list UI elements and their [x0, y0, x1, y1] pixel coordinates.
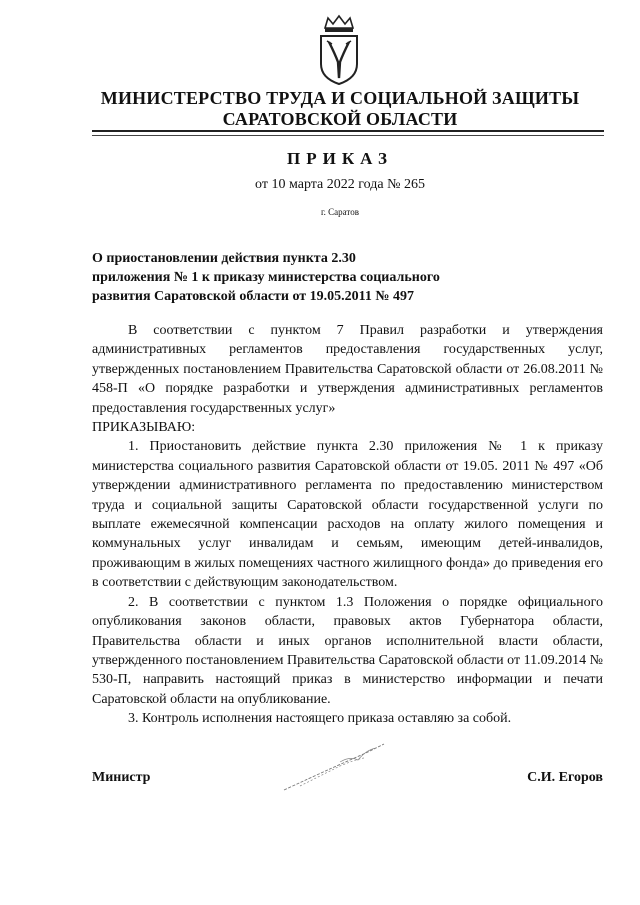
- document-title: ПРИКАЗ: [287, 149, 393, 168]
- document-date-number: от 10 марта 2022 года № 265: [255, 177, 425, 192]
- signer-name: С.И. Егоров: [527, 770, 603, 785]
- handwritten-signature: [280, 738, 390, 798]
- signer-role: Министр: [92, 770, 151, 785]
- order-word: ПРИКАЗЫВАЮ:: [92, 420, 196, 436]
- body-item-3: 3. Контроль исполнения настоящего приказа оставляю за собой.: [128, 711, 512, 727]
- subject-line-1: О приостановлении действия пункта 2.30: [92, 251, 356, 266]
- body-item-1: 1. Приостановить действие пункта 2.30 приложения № 1 к приказу министерства социального развития Саратовской области от 19.05. 2011 № 497 «Об утверждении административного регламента по предоставлению министерством труда и социальной защиты Саратовской области государственной услуги по выплате ежемесячной компенсации расходов на оплату жилого помещения и коммунальных услуг инвалидам и семьям, имеющим детей-инвалидов, проживающим в жилых помещениях частного жилищного фонда» до приведения его в соответствии с действующим законодательством.: [92, 439, 603, 591]
- header-rule-thick: [92, 130, 604, 132]
- document-city: г. Саратов: [321, 207, 359, 217]
- ministry-line-1: МИНИСТЕРСТВО ТРУДА И СОЦИАЛЬНОЙ ЗАЩИТЫ: [100, 88, 580, 108]
- subject-line-3: развития Саратовской области от 19.05.2011 № 497: [92, 289, 414, 304]
- saratov-coat-of-arms-icon: [313, 14, 365, 86]
- ministry-line-2: САРАТОВСКОЙ ОБЛАСТИ: [222, 109, 458, 129]
- subject-line-2: приложения № 1 к приказу министерства социального: [92, 270, 440, 285]
- header-rule-thin: [92, 135, 604, 136]
- body-item-2: 2. В соответствии с пунктом 1.3 Положения о порядке официального опубликования законов области, правовых актов Губернатора области, Правительства области и иных органов исполнительной власти области, утвержденного постановлением Правительства Саратовской области от 11.09.2014 № 530-П, направить настоящий приказ в министерство информации и печати Саратовской области на опубликование.: [92, 594, 603, 707]
- body-intro: В соответствии с пунктом 7 Правил разработки и утверждения административных регламентов предоставления государственных услуг, утвержденных постановлением Правительства Саратовской области от 26.08.2011 № 458-П «О порядке разработки и утверждения административных регламентов предоставления государственных услуг»: [92, 323, 603, 416]
- document-subject: [92, 249, 512, 306]
- ministry-heading: [60, 88, 620, 130]
- document-body: [92, 321, 603, 729]
